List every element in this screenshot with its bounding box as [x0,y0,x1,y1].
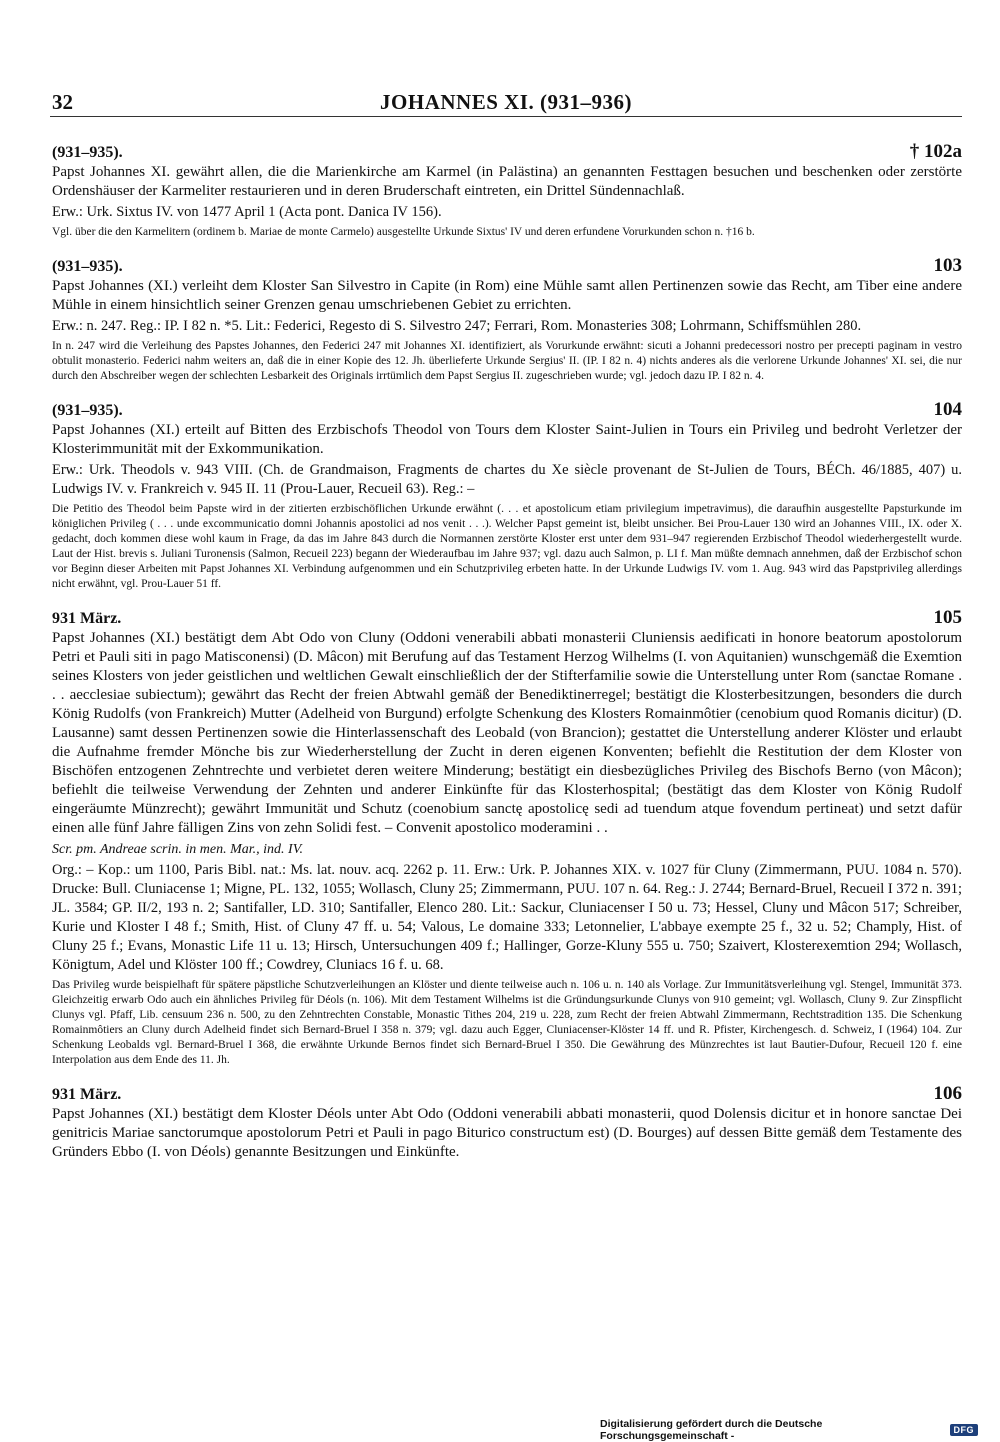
page-header [50,88,962,118]
entry-summary: Papst Johannes (XI.) erteilt auf Bitten des Erzbischofs Theodol von Tours dem Kloster Saint-Julien in Tours ein Privileg und bedroht Verletzer der Klosterimmunität mit der Exkommunikation. [52,422,962,457]
regest-entry-106 [52,1084,962,1162]
header-rule [50,116,962,117]
entry-note: In n. 247 wird die Verleihung des Papstes Johannes, den Federici 247 mit Johannes XI. identifiziert, als Vorurkunde erwähnt: sicuti a Johanni predecessori nostro per precepti paginam in vestro obtulit monasterio. Federici nahm weiters an, daß die in einer Kopie des 12. Jh. überlieferte Urkunde Sergius' II. (IP. I 82 n. 4) nichts anderes als die verlorene Urkunde Johannes' XI. sei, die nur durch den Abschreiber wegen der schlechten Lesbarkeit des Originals irrtümlich dem Papst Sergius II. zugeschrieben wurde; vgl. jedoch dazu IP. I 82 n. 4. [52,340,962,382]
entry-heading [52,256,962,277]
entry-note: Das Privileg wurde beispielhaft für spätere päpstliche Schutzverleihungen an Klöster und diente teilweise auch n. 106 u. n. 140 als Vorlage. Zur Immunitätsverleihung vgl. Stengel, Immunität 373. Gleichzeitig erwarb Odo auch ein ähnliches Privileg für Déols (n. 106). Mit dem Testament Wilhelms ist die Gründungsurkunde Clunys von 910 gemeint; vgl. Wollasch, Cluny 9. Zur Zinspflicht Clunys vgl. Pfaff, Lib. censuum 236 n. 500, zu den Zehntrechten Constable, Monastic Tithes 204, 219 u. 228, zum Recht der freien Abtwahl Zimmermann, Rechtstradition 135. Die Schenkung Romainmôtiers an Cluny durch Adelheid findet sich Bernard-Bruel I 358 n. 379; vgl. dazu auch Egger, Cluniacenser-Klöster 14 ff. und R. Pfister, Kirchengesch. d. Schweiz, I (1964) 104. Zur Schenkung Leobalds vgl. Bernard-Bruel I 368, die erwähnte Urkunde Bernos findet sich Bernard-Bruel I 350. Die Gewährung des Münzrechtes ist laut Bautier-Dufour, Recueil 120 f. eine Interpolation aus dem Ende des 11. Jh. [52,979,962,1066]
entry-number: 105 [933,607,962,628]
entry-number: 103 [933,255,962,276]
page-title: JOHANNES XI. (931–936) [380,90,632,114]
entry-date: 931 März. [52,1086,122,1103]
entry-heading [52,1084,962,1105]
regest-entry-105 [52,608,962,1068]
footer-text: Digitalisierung gefördert durch die Deutsche Forschungsgemeinschaft - [600,1418,823,1442]
entry-scriptor: Scr. pm. Andreae scrin. in men. Mar., ind. IV. [52,842,303,857]
entry-note: Die Petitio des Theodol beim Papste wird in der zitierten erzbischöflichen Urkunde erwähnt (. . . et apostolicum etiam privilegium impetravimus), die daraufhin ausgestellte Papsturkunde im königlichen Privileg ( . . . unde excommunicatio domni Johannis apostolici ad nos venit . . .). Welcher Papst gemeint ist, bleibt unsicher. Bei Prou-Lauer 130 wird an Johannes VIII., IX. oder X. gedacht, doch kommen diese wohl kaum in Frage, da das im Jahre 843 durch die Normannen zerstörte Kloster erst unter dem 931–947 regierenden Erzbischof Theodol wiederhergestellt wurde. Laut der Hist. brevis s. Juliani Turonensis (Salmon, Recueil 223) begann der Wiederaufbau im Jahre 937; vgl. dazu auch Salmon, p. LI f. Man müßte demnach annehmen, daß der Erzbischof schon vor Beginn dieser Arbeiten mit Papst Johannes XI. Verbindung aufgenommen und ein Schutzprivileg erbeten hatte. In der Urkunde Ludwigs IV. vom 1. Aug. 943 wird das Papstprivileg allerdings nicht erwähnt, vgl. Prou-Lauer 51 ff. [52,503,962,590]
entry-evidence: Org.: – Kop.: um 1100, Paris Bibl. nat.: Ms. lat. nouv. acq. 2262 p. 11. Erw.: Urk. P. Johannes XIX. v. 1027 für Cluny (Zimmermann, PUU. 1084 n. 570). Drucke: Bull. Cluniacense 1; Migne, PL. 132, 1055; Wollasch, Cluny 25; Zimmermann, PUU. 107 n. 64. Reg.: J. 2744; Bernard-Bruel, Recueil I 372 n. 391; JL. 3584; GP. II/2, 193 n. 2; Santifaller, LD. 310; Santifaller, Elenco 280. Lit.: Sackur, Cluniacenser I 50 u. 73; Hessel, Cluny und Mâcon 517; Schreiber, Kurie und Kloster I 48 f.; Smith, Hist. of Cluny 47 ff. u. 54; Valous, Le domaine 333; Letonnelier, L'abbaye exempte 25 f., 32 u. 52; Champly, Hist. of Cluny 25 f.; Evans, Monastic Life 11 u. 13; Hirsch, Untersuchungen 409 f.; Hallinger, Gorze-Kluny 555 u. 750; Szaivert, Klosterexemtion 294; Wollasch, Königtum, Adel und Klöster 100 ff.; Cowdrey, Cluniacs 16 f. u. 68. [52,862,962,973]
dfg-logo-icon: DFG [950,1424,979,1436]
entry-summary: Papst Johannes XI. gewährt allen, die die Marienkirche am Karmel (in Palästina) an genannten Festtagen besuchen und beschenken oder zerstörte Ordenshäuser der Karmeliter restaurieren und in deren Bruderschaft eintreten, ein Drittel Sündennachlaß. [52,164,962,199]
entry-summary: Papst Johannes (XI.) bestätigt dem Abt Odo von Cluny (Oddoni venerabili abbati monasterii Cluniensis aedificati in honore beatorum apostolorum Petri et Pauli siti in pago Matisconensi) (D. Mâcon) mit Berufung auf das Testament Herzog Wilhelms (I. von Aquitanien) wunschgemäß die Exemtion seines Klosters von jeder geistlichen und weltlichen Gewalt einschließlich der der Stifterfamilie sowie die Unterstellung unter Rom (sanctae Romane . . . aecclesiae subiectum); gewährt das Recht der freien Abtwahl gemäß der Benediktinerregel; bestätigt die Klosterbesitzungen, besonders die durch König Rudolfs (von Frankreich) Mutter (Adelheid von Burgund) erfolgte Schenkung des Klosters Romainmôtier (cenobium quod Romanis dicitur) (D. Lausanne) samt dessen Pertinenzen sowie die Hinterlassenschaft des Leobald (von Brancion); gestattet die Unterstellung anderer Klöster und erlaubt die Aufnahme fremder Mönche bis zur Wiederherstellung der Zucht in deren eigenen Konventen; befiehlt die Restitution der dem Kloster von Bischöfen entzogenen Zehntrechte und verbietet deren weitere Minderung; bestätigt ein diesbezügliches Privileg des Bischofs Berno (von Mâcon); befiehlt die teilweise Verwendung der Zehnten und anderer Einkünfte für das Klosterhospital; (bestätigt das dem Kloster von König Rudolf eingeräumte Münzrecht); gewährt Immunität und Schutz (coenobium sanctę apostolicę sedi ad tuendum atque fovendum pertineat) und setzt dafür einen alle fünf Jahre fälligen Zins von zehn Solidi fest. – Convenit apostolico moderamini . . [52,630,962,836]
entry-date: (931–935). [52,402,123,419]
entry-heading [52,400,962,421]
entry-date: (931–935). [52,144,123,161]
entry-date: (931–935). [52,258,123,275]
regest-entry-103 [52,256,962,384]
entry-evidence: Erw.: Urk. Sixtus IV. von 1477 April 1 (Acta pont. Danica IV 156). [52,204,442,220]
regest-entry-104 [52,400,962,592]
entry-heading [52,608,962,629]
page-number: 32 [52,90,73,114]
regest-entry-102a [52,142,962,240]
entry-note: Vgl. über die den Karmelitern (ordinem b. Mariae de monte Carmelo) ausgestellte Urkunde Sixtus' IV und deren erfundene Vorurkunden schon n. †16 b. [52,226,755,238]
entry-number: † 102a [909,141,962,162]
entry-date: 931 März. [52,610,122,627]
entry-number: 104 [933,399,962,420]
entry-summary: Papst Johannes (XI.) verleiht dem Kloster San Silvestro in Capite (in Rom) eine Mühle samt allen Pertinenzen sowie das Recht, am Tiber eine andere Mühle in einem hinsichtlich seiner Grenzen genau umschriebenen Gebiet zu errichten. [52,278,962,313]
entry-evidence: Erw.: Urk. Theodols v. 943 VIII. (Ch. de Grandmaison, Fragments de chartes du Xe siècle provenant de St-Julien de Tours, BÉCh. 46/1885, 407) u. Ludwigs IV. v. Frankreich v. 945 II. 11 (Prou-Lauer, Recueil 63). Reg.: – [52,462,962,497]
regesta-list [52,142,962,1178]
entry-heading [52,142,962,163]
footer-credit [600,1418,978,1442]
entry-number: 106 [933,1083,962,1104]
entry-evidence: Erw.: n. 247. Reg.: IP. I 82 n. *5. Lit.: Federici, Regesto di S. Silvestro 247; Ferrari, Rom. Monasteries 308; Lohrmann, Schiffsmühlen 280. [52,318,862,334]
entry-summary: Papst Johannes (XI.) bestätigt dem Kloster Déols unter Abt Odo (Oddoni venerabili abbati monasterii, quod Dolensis dicitur et in honore sanctae Dei genitricis Mariae sanctorumque apostolorum Petri et Pauli in pago Biturico constructum est) (D. Bourges) auf dessen Bitte gemäß dem Testamente des Gründers Ebbo (I. von Déols) genannte Besitzungen und Einkünfte. [52,1106,962,1160]
